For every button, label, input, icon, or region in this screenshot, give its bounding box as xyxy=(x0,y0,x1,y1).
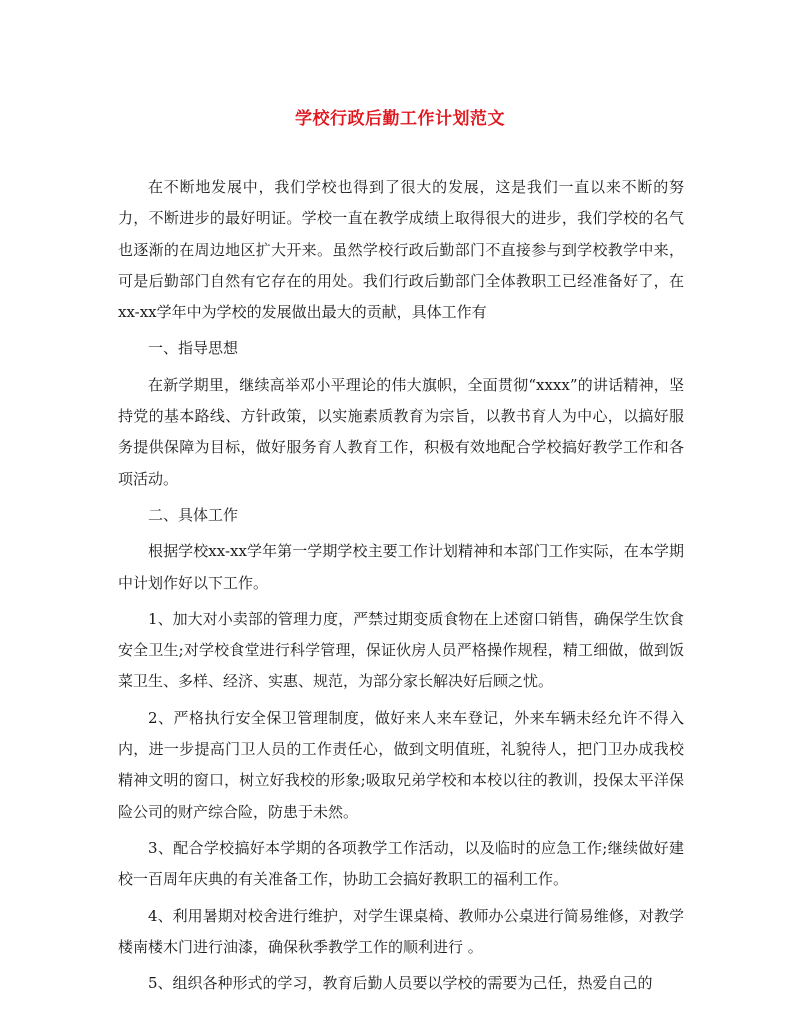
work-item-5-paragraph: 5、组织各种形式的学习，教育后勤人员要以学校的需要为己任，热爱自己的 xyxy=(148,974,653,993)
page-title: 学校行政后勤工作计划范文 xyxy=(295,109,505,129)
work-item-2-paragraph: 2、严格执行安全保卫管理制度，做好来人来车登记，外来车辆未经允许不得入内，进一步提高门卫人员的工作责任心，做到文明值班，礼貌待人，把门卫办成我校精神文明的窗口，树立好我校的形象;吸取兄弟学校和本校以往的教训，投保太平洋保险公司的财产综合险，防患于未然。 xyxy=(118,708,684,821)
work-item-4-paragraph: 4、利用暑期对校舍进行维护，对学生课桌椅、教师办公桌进行简易维修，对教学楼南楼木门进行油漆，确保秋季教学工作的顺利进行 。 xyxy=(118,906,684,956)
specific-work-intro-paragraph: 根据学校xx-xx学年第一学期学校主要工作计划精神和本部门工作实际，在本学期中计划作好以下工作。 xyxy=(118,542,684,592)
section-heading-guiding-ideology: 一、指导思想 xyxy=(148,339,239,358)
work-item-1-paragraph: 1、加大对小卖部的管理力度，严禁过期变质食物在上述窗口销售，确保学生饮食安全卫生;对学校食堂进行科学管理，保证伙房人员严格操作规程，精工细做，做到饭菜卫生、多样、经济、实惠、规范，为部分家长解决好后顾之忧。 xyxy=(118,609,684,691)
intro-paragraph: 在不断地发展中，我们学校也得到了很大的发展，这是我们一直以来不断的努力，不断进步的最好明证。学校一直在教学成绩上取得很大的进步，我们学校的名气也逐渐的在周边地区扩大开来。虽然学校行政后勤部门不直接参与到学校教学中来，可是后勤部门自然有它存在的用处。我们行政后勤部门全体教职工已经准备好了，在xx-xx学年中为学校的发展做出最大的贡献，具体工作有 xyxy=(118,178,684,322)
section-heading-specific-work: 二、具体工作 xyxy=(148,505,239,524)
work-item-3-paragraph: 3、配合学校搞好本学期的各项教学工作活动，以及临时的应急工作;继续做好建校一百周年庆典的有关准备工作，协助工会搞好教职工的福利工作。 xyxy=(118,838,684,889)
document-body xyxy=(118,172,684,1004)
guiding-ideology-paragraph: 在新学期里，继续高举邓小平理论的伟大旗帜，全面贯彻“xxxx”的讲话精神，坚持党的基本路线、方针政策，以实施素质教育为宗旨，以教书育人为中心，以搞好服务提供保障为目标，做好服务育人教育工作，积极有效地配合学校搞好教学工作和各项活动。 xyxy=(118,375,684,488)
